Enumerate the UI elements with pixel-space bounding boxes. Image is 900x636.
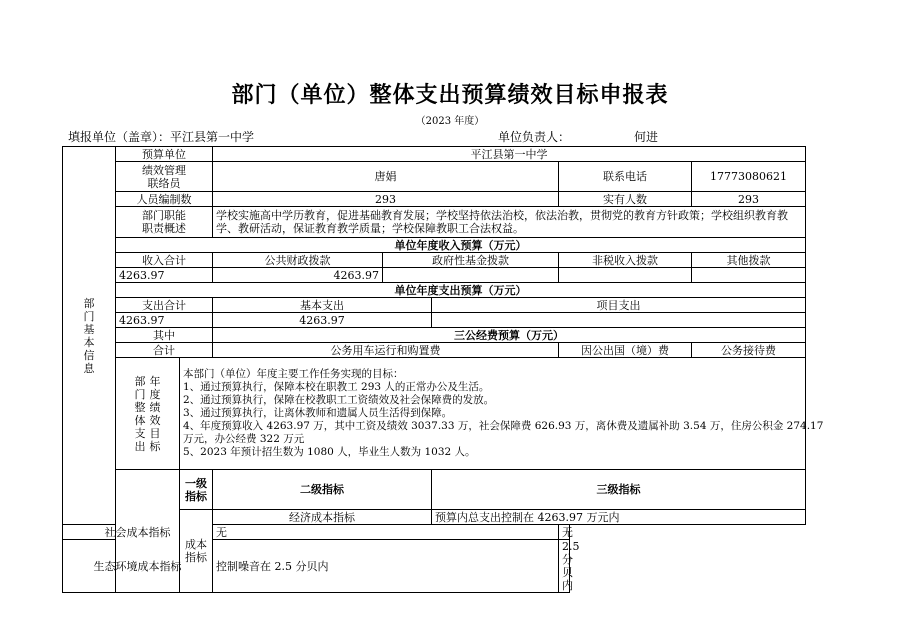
income-col-other: 其他拨款: [692, 253, 806, 268]
indicator-level1-cost: 成本指标: [180, 510, 213, 593]
staff-quota-label: 人员编制数: [116, 192, 213, 207]
expense-value-basic: 4263.97: [213, 313, 432, 328]
filling-unit: [68, 128, 254, 145]
page-title: 部门（单位）整体支出预算绩效目标申报表: [231, 83, 669, 108]
among-label: 其中: [116, 328, 213, 343]
indicator-level2: 生态环境成本指标: [63, 540, 213, 593]
responsible-value: 何进: [634, 130, 659, 144]
income-value-total: 4263.97: [116, 268, 213, 283]
three-public-total-label: 合计: [116, 343, 213, 358]
staff-quota-value: 293: [213, 192, 559, 207]
expense-col-project: 项目支出: [432, 298, 806, 313]
indicator-value: 2.5 分贝内: [559, 540, 570, 593]
phone-label: 联系电话: [559, 162, 692, 192]
indicator-level3: 预算内总支出控制在 4263.97 万元内: [432, 510, 806, 525]
annual-goals-text: 本部门（单位）年度主要工作任务实现的目标： 1、通过预算执行，保障本校在职教工 293 人的正常办公及生活。 2、通过预算执行，保障在校教职工工资绩效及社会保障费的发放。 3、通过预算执行，让离休教师和遗属人员生活得到保障。 4、年度预算收入 4263.97 万，其中工资及绩效 3037.33 万，社会保障费 626.93 万，离休费及遗属补助 3.54 万，住房公积金 274.17 万元，办公经费 322 万元 5、2023 年预计招生数为 1080 人，毕业生人数为 1032 人。: [180, 358, 806, 470]
income-col-nontax: 非税收入拨款: [559, 253, 692, 268]
expense-value-total: 4263.97: [116, 313, 213, 328]
duty-text: 学校实施高中学历教育，促进基础教育发展；学校坚持依法治校，依法治教，贯彻党的教育方针政策；学校组织教育教学、教研活动，保证教育教学质量；学校保障教职工合法权益。: [213, 207, 806, 238]
contact-label: 绩效管理 联络员: [116, 162, 213, 192]
indicator-header-level3: 三级指标: [432, 470, 806, 510]
budget-unit-label: 预算单位: [116, 147, 213, 162]
income-col-public: 公共财政拨款: [213, 253, 383, 268]
section-basic-info: 部 门 基 本 信 息: [63, 147, 116, 525]
income-value-fund: [383, 268, 559, 283]
year-label: （2023 年度）: [415, 116, 485, 127]
income-header: 单位年度收入预算（万元）: [116, 238, 806, 253]
income-col-fund: 政府性基金拨款: [383, 253, 559, 268]
responsible-label: 单位负责人：: [498, 130, 571, 144]
income-col-total: 收入合计: [116, 253, 213, 268]
expense-value-project: [432, 313, 806, 328]
section-annual-goals: 部 门 整 体 支 出 年 度 绩 效 目 标: [116, 358, 180, 470]
three-public-col-car: 公务用车运行和购置费: [213, 343, 559, 358]
contact-value: 唐娟: [213, 162, 559, 192]
indicator-level3: 控制噪音在 2.5 分贝内: [213, 540, 559, 593]
budget-unit-value: 平江县第一中学: [213, 147, 806, 162]
income-value-public: 4263.97: [213, 268, 383, 283]
indicator-header-level1: 一级指标: [180, 470, 213, 510]
income-value-nontax: [559, 268, 692, 283]
indicator-header-level2: 二级指标: [213, 470, 432, 510]
actual-staff-label: 实有人数: [559, 192, 692, 207]
phone-value: 17773080621: [692, 162, 806, 192]
income-value-other: [692, 268, 806, 283]
three-public-header: 三公经费预算（万元）: [213, 328, 806, 343]
expense-col-basic: 基本支出: [213, 298, 432, 313]
three-public-col-reception: 公务接待费: [692, 343, 806, 358]
indicator-level2: 经济成本指标: [213, 510, 432, 525]
indicator-level2: 社会成本指标: [63, 525, 213, 540]
duty-label: 部门职能 职责概述: [116, 207, 213, 238]
expense-col-total: 支出合计: [116, 298, 213, 313]
budget-table: [62, 146, 824, 593]
indicator-level3: 无: [213, 525, 559, 540]
expense-header: 单位年度支出预算（万元）: [116, 283, 806, 298]
three-public-col-abroad: 因公出国（境）费: [559, 343, 692, 358]
filling-unit-label: 填报单位（盖章）：: [68, 130, 171, 144]
filling-unit-value: 平江县第一中学: [170, 130, 255, 144]
actual-staff-value: 293: [692, 192, 806, 207]
indicator-value: 无: [559, 525, 570, 540]
budget-form: [62, 146, 824, 593]
